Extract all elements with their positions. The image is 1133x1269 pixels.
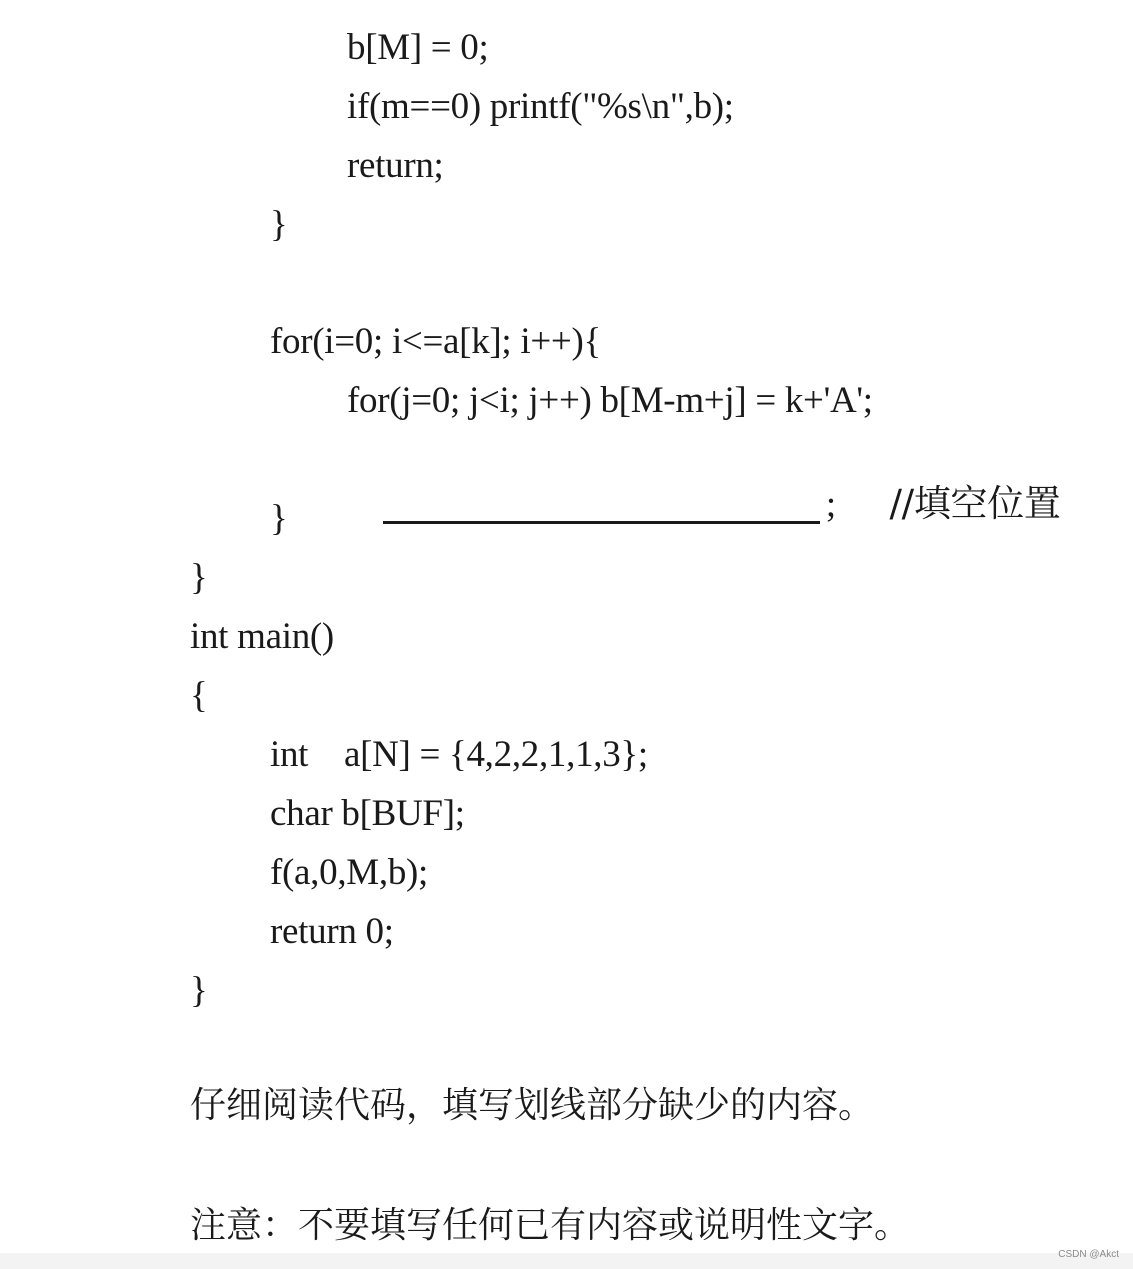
code-line-4: } <box>270 204 288 245</box>
code-line-12: int a[N] = {4,2,2,1,1,3}; <box>270 734 648 775</box>
instruction-note: 注意：不要填写任何已有内容或说明性文字。 <box>190 1205 911 1246</box>
blank-comment: //填空位置 <box>889 482 1061 525</box>
code-line-8: } <box>270 498 288 539</box>
code-line-2: if(m==0) printf("%s\n",b); <box>347 86 734 127</box>
watermark: CSDN @Akct <box>1058 1249 1119 1260</box>
code-line-9: } <box>190 557 208 598</box>
instruction-read-code: 仔细阅读代码，填写划线部分缺少的内容。 <box>190 1085 875 1126</box>
blank-semicolon: ; <box>825 484 836 525</box>
fill-in-blank-line <box>347 438 1061 571</box>
code-line-1: b[M] = 0; <box>347 27 489 68</box>
code-line-15: return 0; <box>270 911 394 952</box>
code-line-16: } <box>190 970 208 1011</box>
code-line-3: return; <box>347 145 444 186</box>
code-line-10: int main() <box>190 616 334 657</box>
footer-bar <box>0 1253 1133 1269</box>
code-line-14: f(a,0,M,b); <box>270 852 429 893</box>
code-line-11: { <box>190 675 208 716</box>
fill-in-blank-underline <box>383 521 820 524</box>
code-line-6: for(j=0; j<i; j++) b[M-m+j] = k+'A'; <box>347 380 873 421</box>
code-line-13: char b[BUF]; <box>270 793 465 834</box>
code-line-5: for(i=0; i<=a[k]; i++){ <box>270 321 601 362</box>
